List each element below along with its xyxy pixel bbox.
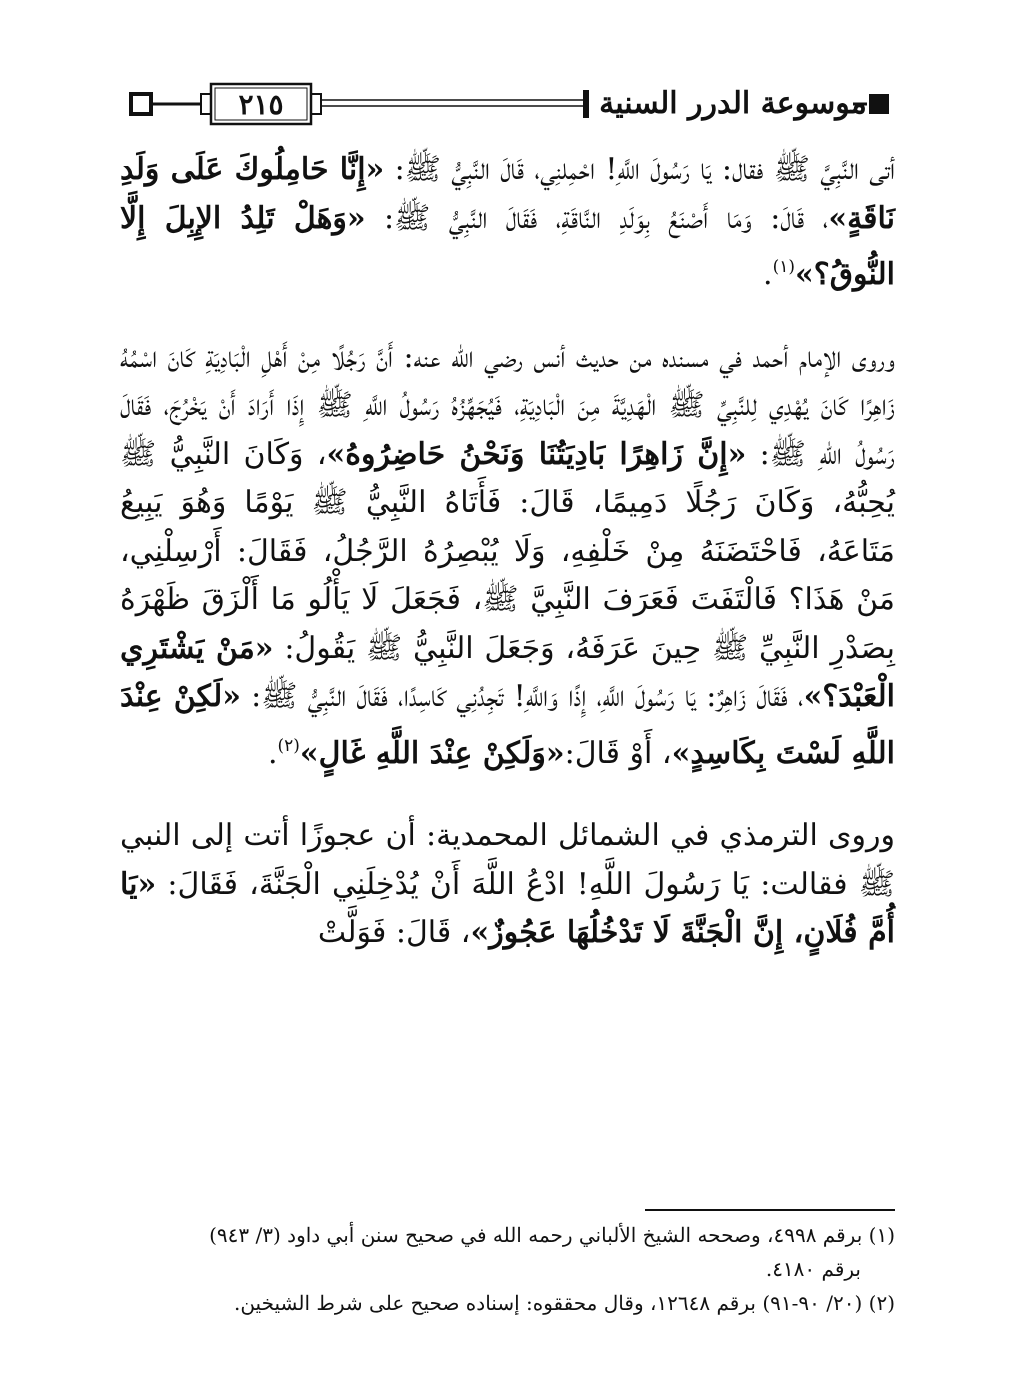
text-segment: .: [267, 735, 278, 771]
footnote-separator: [645, 1209, 895, 1211]
hadith-quote: «يَا أُمَّ فُلَانٍ، إِنَّ الْجَنَّةَ لَا تَدْخُلُهَا عَجُوزٌ»: [120, 866, 895, 950]
text-segment: ، وَكَانَ النَّبِيُّ ﷺ يُحِبُّهُ، وَكَانَ رَجُلًا دَمِيمًا، قَالَ: فَأَتَاهُ النَّبِيُّ ﷺ يَوْمًا وَهُوَ يَبِيعُ مَتَاعَهُ، فَاحْتَضَنَهُ مِنْ خَلْفِهِ، وَلَا يُبْصِرُهُ الرَّجُلُ، فَقَالَ: أَرْسِلْنِي، مَنْ هَذَا؟ فَالْتَفَتَ فَعَرَفَ النَّبِيَّ ﷺ، فَجَعَلَ لَا يَأْلُو مَا أَلْزَقَ ظَهْرَهُ بِصَدْرِ النَّبِيِّ ﷺ حِينَ عَرَفَهُ، وَجَعَلَ النَّبِيُّ ﷺ يَقُولُ:: [120, 436, 895, 666]
paragraph-gap: [120, 778, 895, 812]
text-segment: ، فَقَالَ زَاهِرٌ: يَا رَسُولَ اللَّهِ، إِذًا وَاللَّهِ! تَجِدُنِي كَاسِدًا، فَقَالَ النَّبِيُّ ﷺ:: [241, 679, 804, 714]
paragraph-2: [120, 334, 895, 779]
hadith-quote: «إِنَّ زَاهِرًا بَادِيَتُنَا وَنَحْنُ حَاضِرُوهُ»: [326, 436, 747, 472]
text-segment: ، قَالَ: فَوَلَّتْ: [317, 915, 471, 950]
hadith-quote: «وَهَلْ تَلِدُ الإِبِلَ إِلَّا النُّوقُ؟»: [120, 200, 895, 292]
page-number: ٢١٥: [238, 87, 284, 121]
text-segment: ، أَوْ قَالَ:: [564, 735, 672, 771]
footnotes: [120, 1218, 895, 1320]
body-text: [120, 146, 895, 958]
hadith-quote: «إِنَّا حَامِلُوكَ عَلَى وَلَدِ نَاقَةٍ»: [120, 152, 895, 236]
footnote-ref: (٢): [277, 735, 300, 756]
paragraph-gap: [120, 300, 895, 334]
hadith-quote: «مَنْ يَشْتَرِي الْعَبْدَ؟»: [120, 630, 895, 714]
hadith-quote: «لَكِنْ عِنْدَ اللَّهِ لَسْتَ بِكَاسِدٍ»: [120, 679, 895, 771]
footnote-ref: (١): [772, 257, 796, 277]
footnote-1-continuation: برقم ٤١٨٠.: [765, 1257, 861, 1281]
footnote-2: (٢) (٢٠/ ٩٠-٩١) برقم ١٢٦٤٨، وقال محققوه: إسناده صحيح على شرط الشيخين.: [233, 1291, 895, 1315]
paragraph-3: [120, 812, 895, 958]
text-segment: .: [763, 257, 773, 292]
hadith-quote: «وَلَكِنْ عِنْدَ اللَّهِ غَالٍ»: [299, 735, 565, 771]
book-title: موسوعة الدرر السنية: [613, 78, 853, 128]
page-header: [125, 82, 893, 126]
text-segment: ، قَالَ: وَمَا أَصْنَعُ بِوَلَدِ النَّاقَةِ، فَقَالَ النَّبِيُّ ﷺ:: [365, 200, 829, 236]
text-segment: وروى الإمام أحمد في مسنده من حديث أنس رضي الله عنه: أَنَّ رَجُلًا مِنْ أَهْلِ الْبَادِيَةِ كَانَ اسْمُهُ زَاهِرًا كَانَ يُهْدِي لِلنَّبِيِّ ﷺ الْهَدِيَّةَ مِنَ الْبَادِيَةِ، فَيُجَهِّزُهُ رَسُولُ اللَّهِ ﷺ إِذَا أَرَادَ أَنْ يَخْرُجَ، فَقَالَ رَسُولُ اللهِ ﷺ:: [120, 339, 895, 472]
paragraph-1: [120, 146, 895, 300]
footnote-1: (١) برقم ٤٩٩٨، وصححه الشيخ الألباني رحمه الله في صحيح سنن أبي داود (٣/ ٩٤٣): [209, 1223, 895, 1247]
text-segment: أتى النَّبِيَّ ﷺ فقال: يَا رَسُولَ اللَّهِ! احْمِلنِي، قَالَ النَّبِيُّ ﷺ:: [384, 152, 895, 187]
text-segment: وروى الترمذي في الشمائل المحمدية: أن عجوزًا أتت إلى النبي ﷺ فقالت: يَا رَسُولَ اللَّهِ! ادْعُ اللَّهَ أَنْ يُدْخِلَنِي الْجَنَّةَ، فَقَالَ:: [120, 818, 895, 902]
